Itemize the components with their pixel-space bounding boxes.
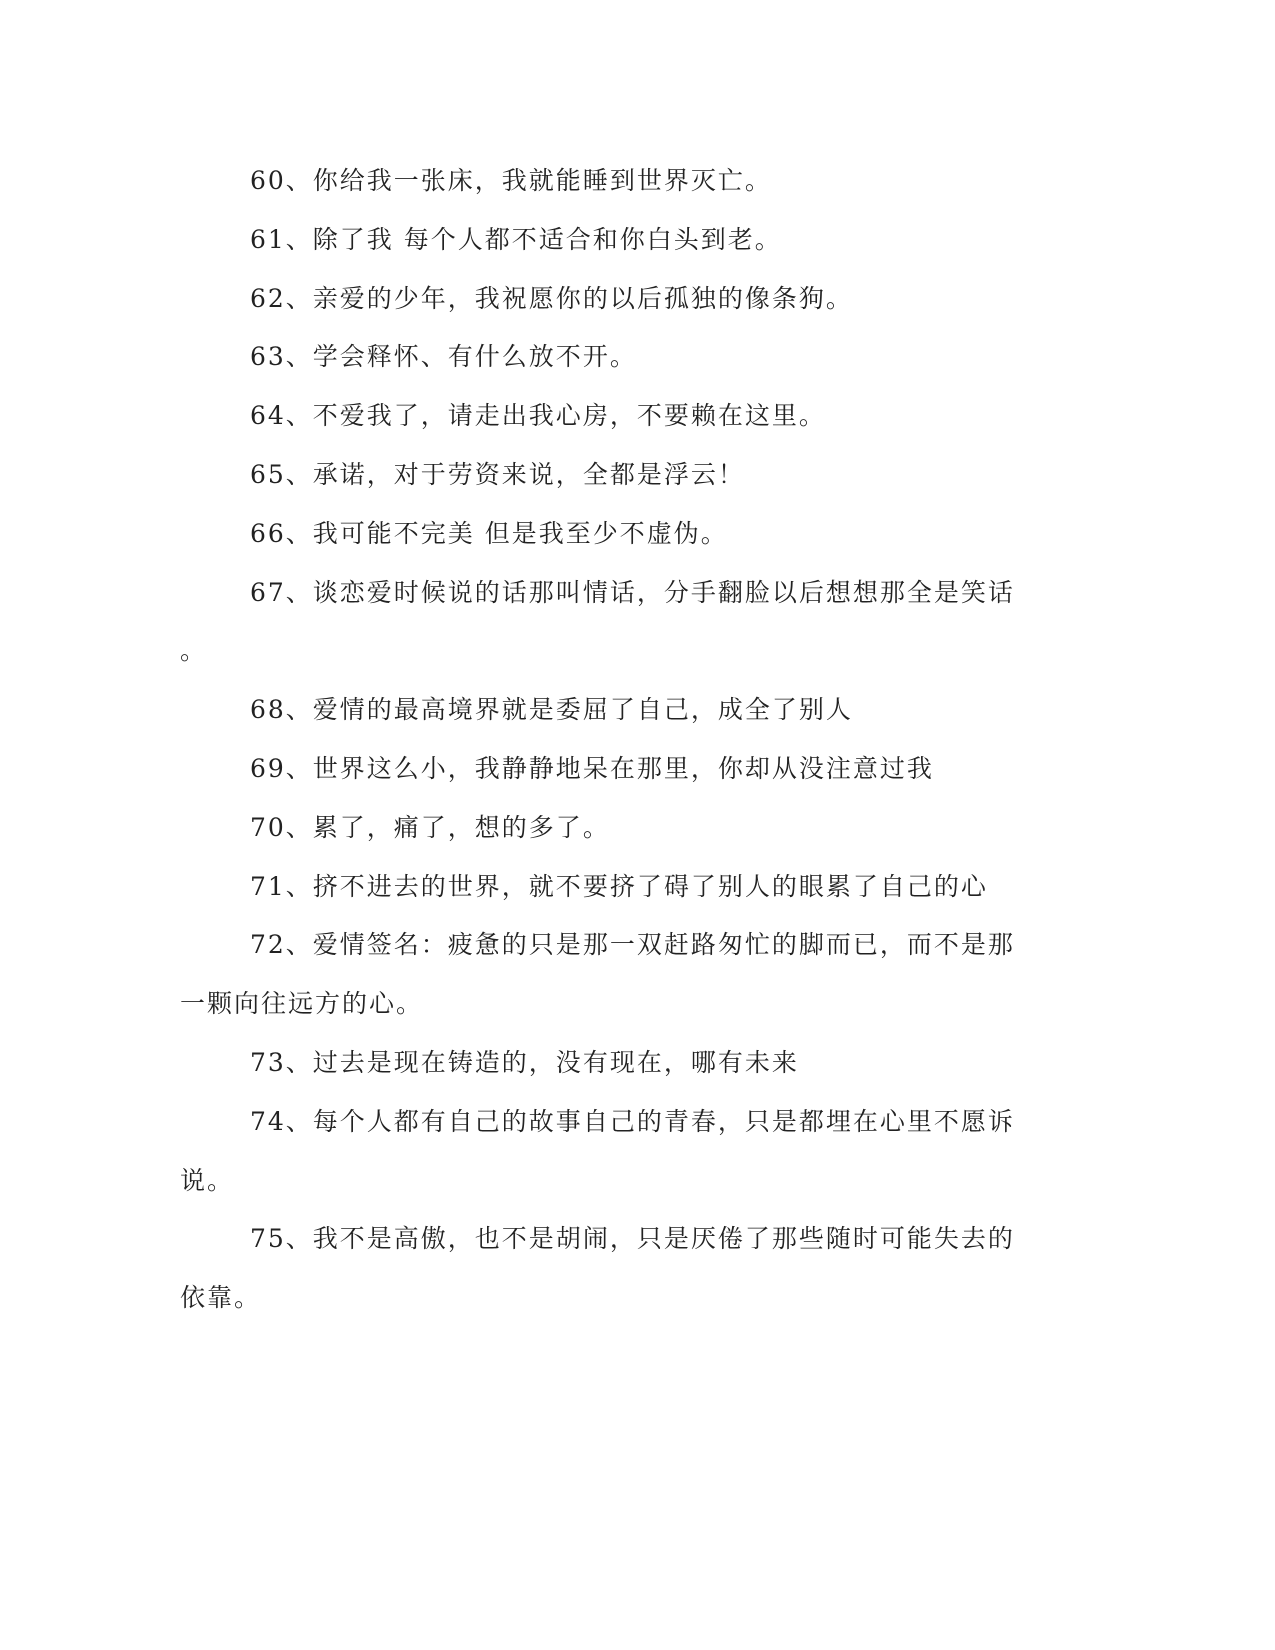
paragraph — [180, 152, 1040, 211]
paragraph-line: 74、每个人都有自己的故事自己的青春，只是都埋在心里不愿诉 — [250, 1106, 1015, 1136]
paragraph — [180, 211, 1040, 270]
paragraph-line: 65、承诺，对于劳资来说，全都是浮云！ — [250, 459, 745, 489]
paragraph-line: 71、挤不进去的世界，就不要挤了碍了别人的眼累了自己的心 — [250, 871, 988, 901]
paragraph — [180, 270, 1040, 329]
paragraph-line: 66、我可能不完美 但是我至少不虚伪。 — [250, 518, 728, 548]
paragraph-line: 72、爱情签名：疲惫的只是那一双赶路匆忙的脚而已，而不是那 — [250, 930, 1015, 960]
paragraph — [180, 740, 1040, 799]
paragraph — [180, 564, 1040, 682]
paragraph — [180, 916, 1040, 1034]
paragraph-line: 61、除了我 每个人都不适合和你白头到老。 — [250, 224, 782, 254]
paragraph — [180, 799, 1040, 858]
paragraph-line: 62、亲爱的少年，我祝愿你的以后孤独的像条狗。 — [250, 283, 853, 313]
paragraph-line: 63、学会释怀、有什么放不开。 — [250, 342, 637, 372]
paragraph-line: 70、累了，痛了，想的多了。 — [250, 812, 610, 842]
paragraph — [180, 681, 1040, 740]
paragraph-line: 73、过去是现在铸造的，没有现在，哪有未来 — [250, 1047, 799, 1077]
paragraph-continuation-line: 说。 — [180, 1165, 235, 1195]
paragraph — [180, 387, 1040, 446]
paragraph — [180, 1210, 1040, 1328]
paragraph — [180, 505, 1040, 564]
paragraph-line: 75、我不是高傲，也不是胡闹，只是厌倦了那些随时可能失去的 — [250, 1224, 1015, 1254]
paragraph — [180, 1034, 1040, 1093]
paragraph — [180, 858, 1040, 917]
paragraph — [180, 328, 1040, 387]
paragraph-continuation-line: 。 — [180, 636, 208, 666]
paragraph-line: 68、爱情的最高境界就是委屈了自己，成全了别人 — [250, 695, 853, 725]
paragraph-line: 67、谈恋爱时候说的话那叫情话，分手翻脸以后想想那全是笑话 — [250, 577, 1015, 607]
paragraph-line: 64、不爱我了，请走出我心房，不要赖在这里。 — [250, 401, 826, 431]
document-body — [180, 152, 1040, 1328]
paragraph-line: 69、世界这么小，我静静地呆在那里，你却从没注意过我 — [250, 753, 934, 783]
paragraph — [180, 1093, 1040, 1211]
paragraph-continuation-line: 一颗向往远方的心。 — [180, 989, 424, 1019]
paragraph-continuation-line: 依靠。 — [180, 1283, 262, 1313]
paragraph-line: 60、你给我一张床，我就能睡到世界灭亡。 — [250, 166, 772, 195]
paragraph — [180, 446, 1040, 505]
